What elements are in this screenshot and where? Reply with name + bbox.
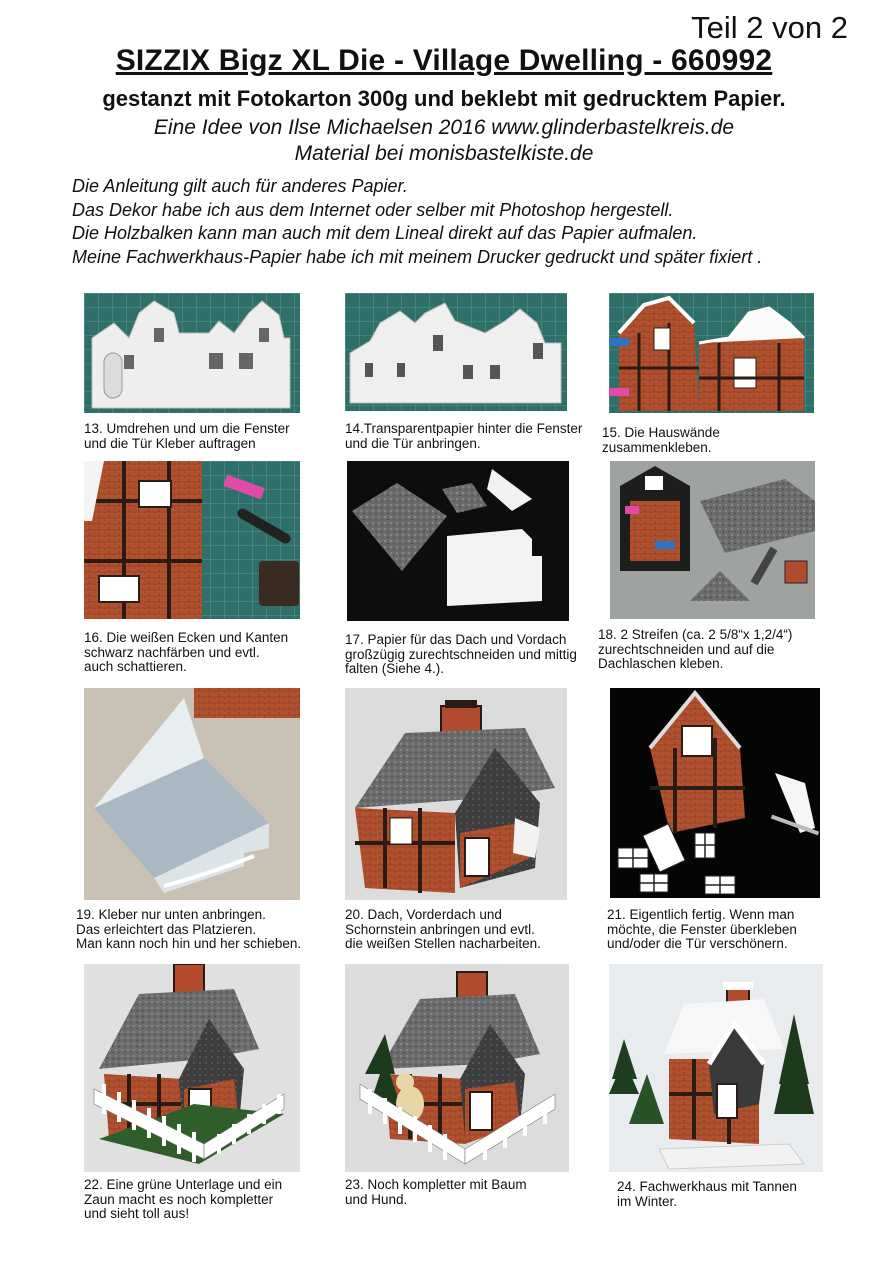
step-14-caption bbox=[345, 422, 582, 451]
caption-line: Dachlaschen kleben. bbox=[598, 656, 724, 671]
caption-line: 24. Fachwerkhaus mit Tannen bbox=[617, 1179, 797, 1194]
caption-line: zusammenkleben. bbox=[602, 439, 712, 455]
caption-line: 22. Eine grüne Unterlage und ein bbox=[84, 1177, 283, 1192]
credit-line-2: Material bei monisbastelkiste.de bbox=[294, 142, 594, 165]
step-14-photo bbox=[345, 293, 567, 411]
part-indicator: Teil 2 von 2 bbox=[691, 10, 848, 45]
step-13-caption bbox=[84, 422, 290, 451]
intro-line: Meine Fachwerkhaus-Papier habe ich mit meinem Drucker gedruckt und später fixiert . bbox=[72, 246, 763, 267]
caption-line: und die Tür Kleber auftragen bbox=[84, 435, 256, 451]
caption-line: 18. 2 Streifen (ca. 2 5/8“x 1,2/4“) bbox=[598, 627, 793, 642]
caption-line: 15. Die Hauswände bbox=[602, 425, 720, 440]
step-22-caption bbox=[84, 1178, 282, 1222]
intro-line: Die Anleitung gilt auch für anderes Papier. bbox=[72, 176, 408, 196]
caption-line: Schornstein anbringen und evtl. bbox=[345, 921, 535, 937]
step-22-photo bbox=[84, 964, 300, 1172]
step-18-caption bbox=[598, 628, 792, 672]
step-16-caption bbox=[84, 631, 288, 675]
caption-line: die weißen Stellen nacharbeiten. bbox=[345, 936, 541, 951]
caption-line: großzügig zurechtschneiden und mittig bbox=[345, 646, 577, 662]
step-15-photo bbox=[609, 293, 814, 413]
step-17-caption bbox=[345, 633, 577, 677]
page-title: SIZZIX Bigz XL Die - Village Dwelling - 660992 bbox=[115, 44, 773, 77]
intro-line: Die Holzbalken kann man auch mit dem Lineal direkt auf das Papier aufmalen. bbox=[72, 223, 698, 243]
step-13-photo bbox=[84, 293, 300, 413]
step-18-photo bbox=[610, 461, 815, 619]
caption-line: 20. Dach, Vorderdach und bbox=[345, 907, 502, 922]
credit-line-1: Eine Idee von Ilse Michaelsen 2016 www.glinderbastelkreis.de bbox=[153, 116, 735, 139]
caption-line: möchte, die Fenster überkleben bbox=[607, 921, 797, 937]
caption-line: Das erleichtert das Platzieren. bbox=[76, 921, 257, 937]
caption-line: im Winter. bbox=[617, 1193, 678, 1209]
caption-line: Man kann noch hin und her schieben. bbox=[76, 936, 302, 951]
intro-line: Das Dekor habe ich aus dem Internet oder selber mit Photoshop hergestell. bbox=[72, 199, 674, 220]
step-20-photo bbox=[345, 688, 567, 900]
caption-line: und/oder die Tür verschönern. bbox=[607, 936, 788, 951]
caption-line: 13. Umdrehen und um die Fenster bbox=[84, 421, 290, 436]
caption-line: auch schattieren. bbox=[84, 659, 187, 674]
step-17-photo bbox=[347, 461, 569, 621]
step-19-photo bbox=[84, 688, 300, 900]
caption-line: 16. Die weißen Ecken und Kanten bbox=[84, 630, 289, 645]
caption-line: schwarz nachfärben und evtl. bbox=[84, 644, 260, 660]
step-23-photo bbox=[345, 964, 569, 1172]
step-23-caption bbox=[345, 1178, 527, 1207]
step-24-photo bbox=[609, 964, 823, 1172]
caption-line: zurechtschneiden und auf die bbox=[598, 641, 775, 657]
caption-line: und die Tür anbringen. bbox=[345, 435, 481, 451]
step-21-caption bbox=[607, 908, 797, 952]
caption-line: und Hund. bbox=[345, 1191, 408, 1207]
step-19-caption bbox=[76, 908, 301, 952]
caption-line: Zaun macht es noch kompletter bbox=[84, 1191, 274, 1207]
step-20-caption bbox=[345, 908, 541, 952]
step-21-photo bbox=[610, 688, 820, 898]
step-16-photo bbox=[84, 461, 300, 619]
caption-line: 14.Transparentpapier hinter die Fenster bbox=[345, 421, 583, 436]
caption-line: falten (Siehe 4.). bbox=[345, 661, 445, 676]
step-15-caption bbox=[602, 426, 720, 455]
step-24-caption bbox=[617, 1180, 797, 1209]
page-subtitle: gestanzt mit Fotokarton 300g und beklebt mit gedrucktem Papier. bbox=[102, 86, 786, 111]
caption-line: 21. Eigentlich fertig. Wenn man bbox=[607, 907, 795, 922]
intro-text bbox=[72, 175, 862, 269]
caption-line: 23. Noch kompletter mit Baum bbox=[345, 1177, 527, 1192]
caption-line: und sieht toll aus! bbox=[84, 1206, 190, 1221]
caption-line: 19. Kleber nur unten anbringen. bbox=[76, 907, 266, 922]
caption-line: 17. Papier für das Dach und Vordach bbox=[345, 632, 567, 647]
